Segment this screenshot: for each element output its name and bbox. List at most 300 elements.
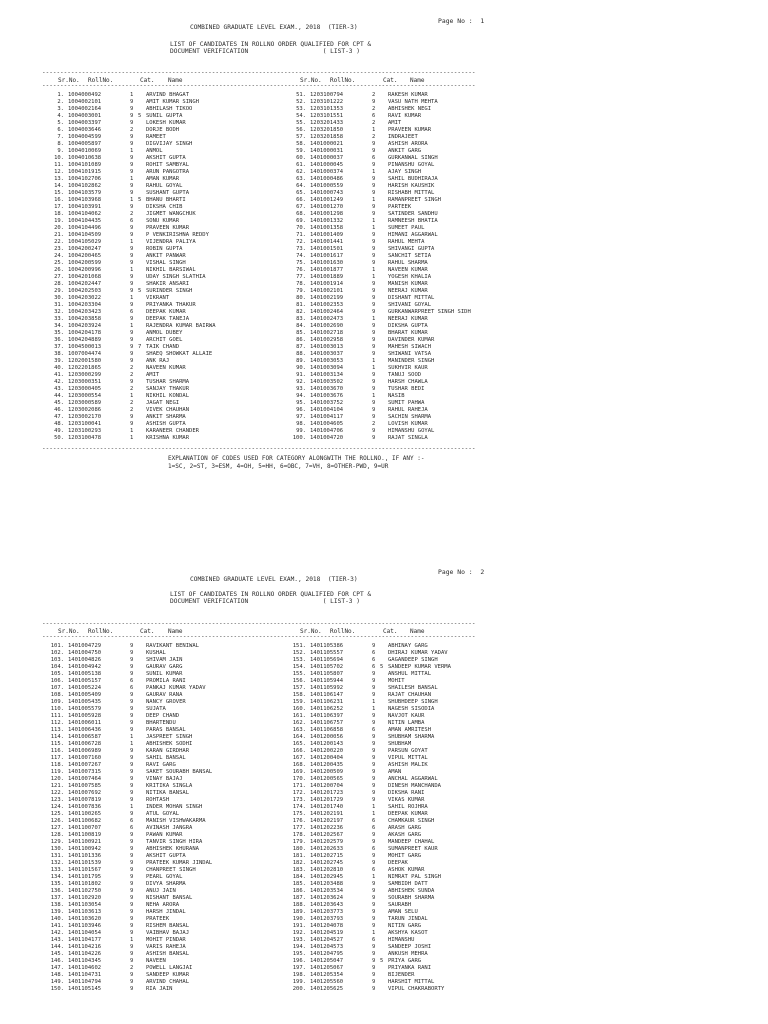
sr-no: 101.	[50, 643, 64, 649]
category-code: 9	[130, 874, 134, 880]
column-header: RollNo.	[330, 77, 356, 84]
sr-no: 33.	[54, 316, 64, 322]
roll-no: 1401106231	[310, 699, 344, 705]
roll-no: 1004102862	[68, 183, 102, 189]
category-code: 9	[372, 407, 376, 413]
candidate-name: NAVEEN KUMAR	[388, 267, 428, 273]
sr-no: 164.	[292, 734, 306, 740]
sr-no: 125.	[50, 811, 64, 817]
roll-no: 1401102920	[68, 895, 102, 901]
category-code: 6	[372, 727, 376, 733]
candidate-name: PINANSHU GOYAL	[388, 162, 435, 168]
sr-no: 153.	[292, 657, 306, 663]
category-code: 9	[372, 414, 376, 420]
sr-no: 179.	[292, 839, 306, 845]
category-code: 9	[372, 211, 376, 217]
candidate-name: ATUL GOYAL	[146, 811, 180, 817]
category-code: 9	[372, 330, 376, 336]
candidate-name: ARCHIT GOEL	[146, 337, 183, 343]
category-code: 6	[130, 825, 134, 831]
candidate-name: ARASH GARG	[388, 825, 422, 831]
candidate-name: HIMANSHU GOYAL	[388, 428, 435, 434]
sr-no: 159.	[292, 699, 306, 705]
roll-no: 1004204889	[68, 337, 102, 343]
candidate-name: MOHIT GARG	[388, 853, 422, 859]
sr-no: 91.	[296, 372, 306, 378]
category-code: 9	[372, 323, 376, 329]
candidate-name: RAHUL MEHTA	[388, 239, 425, 245]
sr-no: 66.	[296, 197, 306, 203]
roll-no: 1401205067	[310, 965, 344, 971]
sr-no: 186.	[292, 888, 306, 894]
category-code: 9	[130, 281, 134, 287]
sr-no: 85.	[296, 330, 306, 336]
category-code: 9	[372, 895, 376, 901]
candidate-name: MAHESH SIWACH	[388, 344, 432, 350]
category-code: 9	[130, 246, 134, 252]
candidate-name: PARSUN GOYAT	[388, 748, 428, 754]
category-code: 1	[372, 874, 376, 880]
candidate-name: RAVIKANT BENIWAL	[146, 643, 199, 649]
candidate-name: UDAY SINGH SLATHIA	[146, 274, 206, 280]
category-code: 9	[130, 783, 134, 789]
sr-no: 7.	[57, 134, 64, 140]
category-code: 9	[130, 657, 134, 663]
sr-no: 23.	[54, 246, 64, 252]
sr-no: 76.	[296, 267, 306, 273]
sr-no: 44.	[54, 393, 64, 399]
sr-no: 89.	[296, 358, 306, 364]
category-code: 9	[372, 678, 376, 684]
roll-no: 1401000037	[310, 155, 344, 161]
sr-no: 36.	[54, 337, 64, 343]
category-code: 9	[130, 748, 134, 754]
roll-no: 1401100819	[68, 832, 102, 838]
candidate-name: ANSHUL MITTAL	[388, 671, 432, 677]
category-code: 9	[372, 888, 376, 894]
roll-no: 1401001617	[310, 253, 344, 259]
category-code: 1	[372, 218, 376, 224]
category-code: 6	[372, 846, 376, 852]
category-code: 9	[372, 435, 376, 441]
sr-no: 141.	[50, 923, 64, 929]
roll-no: 1401106757	[310, 720, 344, 726]
candidate-name: DEEPAK KUMAR	[146, 309, 186, 315]
roll-no: 1401203643	[310, 902, 344, 908]
candidate-name: NITIN GARG	[388, 923, 422, 929]
sr-no: 123.	[50, 797, 64, 803]
sr-no: 139.	[50, 909, 64, 915]
candidate-name: GAGANDEEP SINGH	[388, 657, 438, 663]
category-code: 9	[130, 923, 134, 929]
sr-no: 6.	[57, 127, 64, 133]
roll-no: 1401001358	[310, 225, 344, 231]
sr-no: 143.	[50, 937, 64, 943]
candidate-name: KARANEER CHANDER	[146, 428, 199, 434]
candidate-name: RAMANPREET SINGH	[388, 197, 441, 203]
sr-no: 182.	[292, 860, 306, 866]
roll-no: 1401003670	[310, 386, 344, 392]
candidate-name: SHAILESH BANSAL	[388, 685, 438, 691]
sr-no: 145.	[50, 951, 64, 957]
roll-no: 1401200435	[310, 762, 344, 768]
sr-no: 138.	[50, 902, 64, 908]
category-code: 9	[130, 141, 134, 147]
column-header: RollNo.	[330, 628, 356, 635]
candidate-name: ANKIT GARG	[388, 148, 422, 154]
category-code: 9	[372, 692, 376, 698]
candidate-name: PRAVEEN KUMAR	[388, 127, 432, 133]
sr-no: 124.	[50, 804, 64, 810]
category-code: 9	[130, 958, 134, 964]
category-code: 9	[130, 664, 134, 670]
candidate-name: SATINDER SANDHU	[388, 211, 438, 217]
category-code: 9	[130, 134, 134, 140]
roll-no: 1401106252	[310, 706, 344, 712]
roll-no: 1004203858	[68, 316, 102, 322]
roll-no: 1004101089	[68, 162, 102, 168]
category-code: 9	[372, 246, 376, 252]
sr-no: 107.	[50, 685, 64, 691]
sr-no: 98.	[296, 421, 306, 427]
roll-no: 1401205047	[310, 958, 344, 964]
sr-no: 86.	[296, 337, 306, 343]
roll-no: 1004103968	[68, 197, 102, 203]
candidate-name: NITIKA BANSAL	[146, 790, 190, 796]
candidate-name: SUSHANT GUPTA	[146, 190, 190, 196]
roll-no: 1004204178	[68, 330, 102, 336]
candidate-name: NIKHIL KONDAL	[146, 393, 190, 399]
sr-no: 140.	[50, 916, 64, 922]
category-code: 9	[130, 860, 134, 866]
sr-no: 27.	[54, 274, 64, 280]
roll-no: 1401007692	[68, 790, 102, 796]
roll-no: 1004200599	[68, 260, 102, 266]
category-code: 6	[130, 818, 134, 824]
sr-no: 25.	[54, 260, 64, 266]
category-code: 9	[372, 762, 376, 768]
candidate-name: SHAKIR ANSARI	[146, 281, 190, 287]
category-code: 9	[130, 881, 134, 887]
exam-title: COMBINED GRADUATE LEVEL EXAM., 2018 (TIER-3)	[190, 24, 358, 31]
sr-no: 12.	[54, 169, 64, 175]
category-code: 9	[372, 797, 376, 803]
roll-no: 1401105386	[310, 643, 344, 649]
candidate-name: ANK RAJ	[146, 358, 170, 364]
sr-no: 59.	[296, 148, 306, 154]
roll-no: 1401101539	[68, 860, 102, 866]
roll-no: 1401004942	[68, 664, 102, 670]
sr-no: 22.	[54, 239, 64, 245]
column-header: Sr.No.	[58, 77, 80, 84]
category-code: 9	[372, 372, 376, 378]
candidate-name: AMAN	[388, 769, 402, 775]
sr-no: 198.	[292, 972, 306, 978]
category-code: 9	[372, 958, 376, 964]
category-code: 9	[372, 972, 376, 978]
sr-no: 4.	[57, 113, 64, 119]
category-code: 9	[130, 671, 134, 677]
roll-no: 1004203423	[68, 309, 102, 315]
roll-no: 1401004104	[310, 407, 344, 413]
sr-no: 155.	[292, 671, 306, 677]
roll-no: 1401001409	[310, 232, 344, 238]
category-code: 1	[130, 267, 134, 273]
sr-no: 199.	[292, 979, 306, 985]
sr-no: 184.	[292, 874, 306, 880]
roll-no: 1401005579	[68, 706, 102, 712]
roll-no: 1401003134	[310, 372, 344, 378]
sr-no: 192.	[292, 930, 306, 936]
candidate-name: RISHEM BANSAL	[146, 923, 190, 929]
category-code: 9	[130, 414, 134, 420]
roll-no: 1401002101	[310, 288, 344, 294]
sr-no: 26.	[54, 267, 64, 273]
page-number: Page No : 1	[438, 17, 485, 25]
sr-no: 180.	[292, 846, 306, 852]
candidate-name: VIPUL CHAKRABORTY	[388, 986, 445, 992]
roll-no: 1401007160	[68, 755, 102, 761]
roll-no: 1004103579	[68, 190, 102, 196]
roll-no: 1004104496	[68, 225, 102, 231]
roll-no: 1401003676	[310, 393, 344, 399]
candidate-name: HARISH KAUSHIK	[388, 183, 435, 189]
sr-no: 92.	[296, 379, 306, 385]
sr-no: 116.	[50, 748, 64, 754]
sr-no: 87.	[296, 344, 306, 350]
candidate-name: DHIRAJ KUMAR YADAV	[388, 650, 448, 656]
roll-no: 1004004599	[68, 134, 102, 140]
category-code: 1	[372, 706, 376, 712]
category-code: 9	[130, 643, 134, 649]
category-code: 9	[130, 713, 134, 719]
category-code: 6	[372, 155, 376, 161]
category-code: 9	[372, 148, 376, 154]
roll-no: 1401004826	[68, 657, 102, 663]
roll-no: 1203000589	[68, 400, 102, 406]
category-code: 9	[372, 734, 376, 740]
roll-no: 1401105694	[310, 657, 344, 663]
category-code: 9	[372, 379, 376, 385]
candidate-name: DISHANT MITTAL	[388, 295, 435, 301]
roll-no: 1401106147	[310, 692, 344, 698]
category-code: 1	[372, 225, 376, 231]
sr-no: 191.	[292, 923, 306, 929]
roll-no: 1401005928	[68, 713, 102, 719]
sr-no: 95.	[296, 400, 306, 406]
candidate-name: AMIT	[146, 372, 160, 378]
sr-no: 109.	[50, 699, 64, 705]
sr-no: 132.	[50, 860, 64, 866]
sr-no: 48.	[54, 421, 64, 427]
candidate-name: RISHABH MITTAL	[388, 190, 435, 196]
category-code: 9	[130, 225, 134, 231]
roll-no: 1401000743	[310, 190, 344, 196]
roll-no: 1401006011	[68, 720, 102, 726]
table-rule-bottom: ------------------------------------------------------------------------------------------------------------------------	[42, 446, 476, 451]
roll-no: 1401001914	[310, 281, 344, 287]
sr-no: 103.	[50, 657, 64, 663]
candidate-name: CHAMKAUR SINGH	[388, 818, 435, 824]
category-code: 6	[130, 678, 134, 684]
candidate-name: SHUBHAM	[388, 741, 412, 747]
category-code: 9	[130, 316, 134, 322]
category-code: 9	[130, 190, 134, 196]
roll-no: 1401000559	[310, 183, 344, 189]
candidate-name: SUMANPREET KAUR	[388, 846, 438, 852]
category-code: 9	[130, 727, 134, 733]
candidate-name: ARVIND BHAGAT	[146, 92, 190, 98]
candidate-name: SAHIL BANSAL	[146, 755, 186, 761]
candidate-name: INDER MOHAN SINGH	[146, 804, 203, 810]
roll-no: 1401006587	[68, 734, 102, 740]
column-header: Sr.No.	[300, 628, 322, 635]
candidate-name: MANISH VISHWAKARMA	[146, 818, 206, 824]
roll-no: 1401101795	[68, 874, 102, 880]
sr-no: 18.	[54, 211, 64, 217]
category-code: 1	[372, 699, 376, 705]
sr-no: 28.	[54, 281, 64, 287]
roll-no: 1203100041	[68, 421, 102, 427]
sr-no: 72.	[296, 239, 306, 245]
roll-no: 1004103991	[68, 204, 102, 210]
column-header: Cat.	[383, 628, 398, 635]
roll-no: 1007004474	[68, 351, 102, 357]
sr-no: 157.	[292, 685, 306, 691]
category-code: 2	[372, 106, 376, 112]
sr-no: 134.	[50, 874, 64, 880]
sr-no: 53.	[296, 106, 306, 112]
category-code: 6	[372, 650, 376, 656]
category-code: 9	[130, 951, 134, 957]
category-code: 9	[372, 162, 376, 168]
category-code: 2	[130, 407, 134, 413]
category-code: 1	[130, 92, 134, 98]
roll-no: 1004010069	[68, 148, 102, 154]
roll-no: 1401004605	[310, 421, 344, 427]
category-code: 9	[130, 986, 134, 992]
category-code: 9	[372, 720, 376, 726]
sr-no: 156.	[292, 678, 306, 684]
candidate-name: VINAY BAJAJ	[146, 776, 183, 782]
roll-no: 1401001877	[310, 267, 344, 273]
sr-no: 129.	[50, 839, 64, 845]
sr-no: 56.	[296, 127, 306, 133]
category-code: 9	[130, 706, 134, 712]
roll-no: 1401200704	[310, 783, 344, 789]
sr-no: 39.	[54, 358, 64, 364]
category-code: 9	[130, 358, 134, 364]
candidate-name: RAKESH KUMAR	[388, 92, 428, 98]
list-title-line1: LIST OF CANDIDATES IN ROLLNO ORDER QUALIFIED FOR CPT &	[170, 41, 372, 48]
candidate-name: NITIN LAMBA	[388, 720, 425, 726]
roll-no: 1401100682	[68, 818, 102, 824]
candidate-name: AKSHIT GUPTA	[146, 853, 186, 859]
category-code: 9	[130, 902, 134, 908]
candidate-name: TANVIR SINGH HIRA	[146, 839, 203, 845]
category-code: 9	[130, 162, 134, 168]
sr-no: 84.	[296, 323, 306, 329]
category-code: 9	[372, 141, 376, 147]
candidate-name: SUNIL GUPTA	[146, 113, 183, 119]
document-page-2	[0, 560, 768, 1024]
candidate-name: SHIVAM JAIN	[146, 657, 183, 663]
sr-no: 176.	[292, 818, 306, 824]
sub-category-code: 5	[380, 958, 384, 964]
roll-no: 1004002164	[68, 106, 102, 112]
candidate-name: PRIYANKA RANI	[388, 965, 432, 971]
roll-no: 1401007315	[68, 769, 102, 775]
candidate-name: MOHIT PINDAR	[146, 937, 186, 943]
candidate-name: MANDEEP CHAHAL	[388, 839, 435, 845]
roll-no: 1203201858	[310, 134, 344, 140]
category-code: 9	[372, 741, 376, 747]
roll-no: 1401001298	[310, 211, 344, 217]
roll-no: 1401205354	[310, 972, 344, 978]
roll-no: 1401105944	[310, 678, 344, 684]
candidate-name: AJAY SINGH	[388, 169, 422, 175]
candidate-name: AMAN SELU	[388, 909, 418, 915]
sr-no: 126.	[50, 818, 64, 824]
roll-no: 1401104226	[68, 951, 102, 957]
roll-no: 1401202715	[310, 853, 344, 859]
roll-no: 1004203924	[68, 323, 102, 329]
sr-no: 32.	[54, 309, 64, 315]
candidate-name: AVINASH JANGRA	[146, 825, 193, 831]
candidate-name: RAHUL RAHEJA	[388, 407, 428, 413]
category-code: 9	[130, 183, 134, 189]
category-code: 9	[372, 881, 376, 887]
category-code: 9	[372, 190, 376, 196]
roll-no: 1401007836	[68, 804, 102, 810]
sr-no: 35.	[54, 330, 64, 336]
category-code: 9	[130, 769, 134, 775]
candidate-name: RAJAT CHAUHAN	[388, 692, 432, 698]
column-header: Cat.	[140, 628, 155, 635]
sr-no: 17.	[54, 204, 64, 210]
sr-no: 74.	[296, 253, 306, 259]
category-code: 9	[130, 867, 134, 873]
sr-no: 57.	[296, 134, 306, 140]
candidate-name: PANKAJ KUMAR YADAV	[146, 685, 206, 691]
sr-no: 63.	[296, 176, 306, 182]
sr-no: 1.	[57, 92, 64, 98]
category-code: 9	[130, 232, 134, 238]
category-code: 9	[130, 204, 134, 210]
category-code: 9	[372, 428, 376, 434]
roll-no: 1401004750	[68, 650, 102, 656]
candidate-name: ASHISH GUPTA	[146, 421, 186, 427]
sr-no: 122.	[50, 790, 64, 796]
category-code: 1	[130, 176, 134, 182]
sr-no: 99.	[296, 428, 306, 434]
category-code: 9	[372, 755, 376, 761]
category-code: 9	[130, 699, 134, 705]
candidate-name: SACHIN SHARMA	[388, 414, 432, 420]
roll-no: 1004005897	[68, 141, 102, 147]
candidate-name: TUSHAR BEDI	[388, 386, 425, 392]
roll-no: 1401101567	[68, 867, 102, 873]
column-header: Cat.	[383, 77, 398, 84]
category-code: 9	[130, 909, 134, 915]
category-code: 9	[130, 379, 134, 385]
sr-no: 195.	[292, 951, 306, 957]
roll-no: 1401203488	[310, 881, 344, 887]
roll-no: 1401005224	[68, 685, 102, 691]
roll-no: 1401003094	[310, 365, 344, 371]
category-code: 9	[372, 783, 376, 789]
category-code: 6	[372, 113, 376, 119]
